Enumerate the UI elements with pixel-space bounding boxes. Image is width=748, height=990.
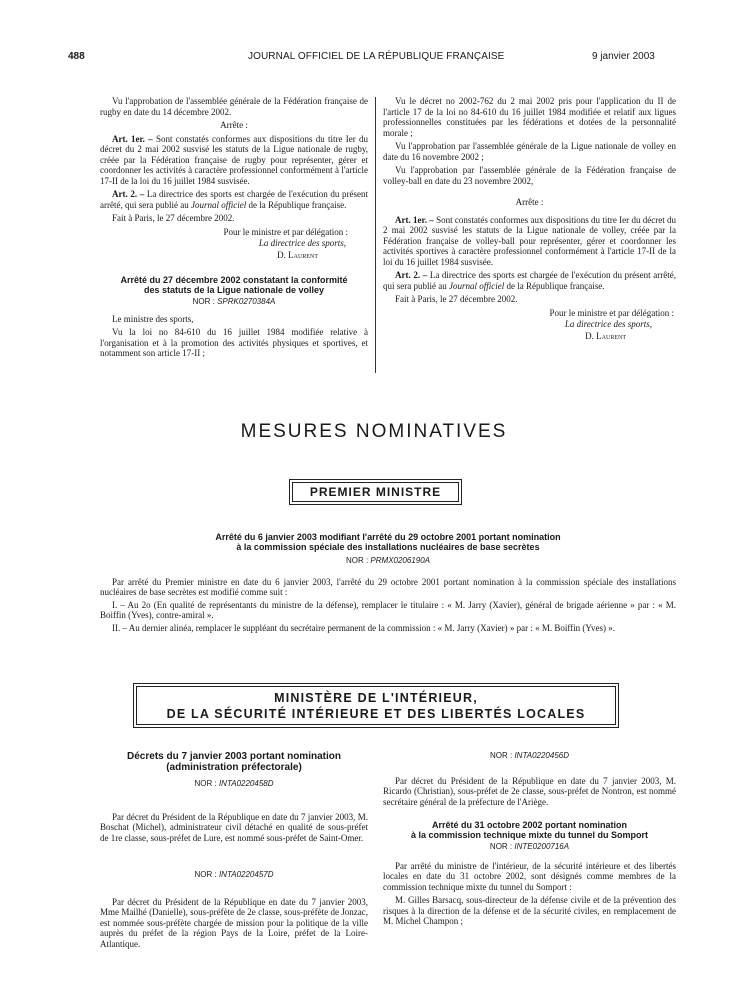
- arrete-title: [100, 532, 676, 552]
- nor-value: INTA0220456D: [514, 751, 569, 760]
- nor-reference: [100, 297, 368, 308]
- article-label: Art. 2. –: [395, 270, 428, 280]
- arrete-title-line: Arrêté du 27 décembre 2002 constatant la conformité: [120, 275, 348, 285]
- article-2: [100, 189, 368, 210]
- arrete-label: Arrête :: [220, 120, 248, 130]
- ministry-label: [136, 686, 616, 725]
- article-1: [100, 134, 368, 187]
- paragraph: Par arrêté du ministre de l'intérieur, de la sécurité intérieure et des libertés locales en date du 31 octobre 2002, sont désignés comme membres de la commission technique mixte du tunnel du Somport :: [383, 860, 676, 892]
- paragraph: Par décret du Président de la République en date du 7 janvier 2003, Mme Mailhé (Danielle), sous-préfète de 2e classe, sous-préfète de Jonzac, est nommée sous-préfète chargée de mission pour la politique de la ville auprès du préfet de la région Pays de la Loire, préfet de la Loire-Atlantique.: [100, 896, 368, 949]
- nor-value: PRMX0206190A: [370, 556, 431, 565]
- article-text-end: de la République française.: [504, 280, 605, 291]
- paragraph: Le ministre des sports,: [112, 313, 194, 324]
- arrete-label: Arrête :: [515, 197, 544, 207]
- top-right-column: [383, 96, 676, 342]
- bottom-left-column: [100, 751, 368, 952]
- ministry-label: PREMIER MINISTRE: [292, 482, 459, 502]
- nor-reference: [100, 870, 368, 881]
- decree-title: [100, 751, 368, 773]
- arrete-title-line: Arrêté du 6 janvier 2003 modifiant l'arrêté du 29 octobre 2001 portant nomination: [215, 532, 561, 542]
- signature-name: D. Laurent: [585, 330, 626, 341]
- nor-label: NOR :: [194, 870, 219, 879]
- nor-value: INTA0220458D: [218, 779, 274, 788]
- signature-role: La directrice des sports,: [258, 238, 346, 248]
- paragraph: Vu le décret no 2002-762 du 2 mai 2002 pris pour l'application du II de l'article 17 de la loi no 84-610 du 16 juillet 1984 modifiée et relatif aux ligues professionnelles constituées par les fédérations et dotées de la personnalité morale ;: [383, 96, 676, 138]
- journal-title: JOURNAL OFFICIEL DE LA RÉPUBLIQUE FRANÇAISE: [248, 51, 505, 62]
- paragraph: Vu la loi no 84-610 du 16 juillet 1984 modifiée relative à l'organisation et à la promotion des activités physiques et sportives, et notamment son article 17-II ;: [100, 327, 368, 358]
- article-text: La directrice des sports est chargée de l'exécution du présent arrêté, qui sera publié au: [383, 270, 676, 291]
- nor-reference: [100, 779, 368, 790]
- journal-ref: Journal officiel: [448, 280, 505, 291]
- article-1: [383, 215, 676, 268]
- nor-value: SPRK0270384A: [217, 297, 276, 306]
- article-label: Art. 1er. –: [112, 133, 153, 144]
- arrete-title-line: Arrêté du 31 octobre 2002 portant nomination: [431, 820, 628, 830]
- arrete-title-line: des statuts de la Ligue nationale de volley: [143, 285, 325, 295]
- nor-label: NOR :: [345, 556, 371, 565]
- article-label: Art. 2. –: [112, 189, 145, 199]
- paragraph: Vu l'approbation par l'assemblée générale de la Fédération française de volley-ball en date du 23 novembre 2002,: [383, 165, 676, 186]
- nor-label: NOR :: [194, 779, 219, 788]
- article-2: [383, 270, 676, 291]
- page-number: 488: [68, 51, 85, 62]
- paragraph: II. – Au dernier alinéa, remplacer le suppléant du secrétaire permanent de la commission : « M. Jarry (Xavier) » par : « M. Boiffin (Yves) ».: [112, 622, 616, 633]
- top-left-column: [100, 96, 368, 362]
- section-title: MESURES NOMINATIVES: [240, 421, 508, 442]
- paragraph: M. Gilles Barsacq, sous-directeur de la défense civile et de la prévention des risques à la direction de la défense et de la sécurité civiles, en remplacement de M. Michel Champon ;: [383, 895, 676, 926]
- signature-line: Pour le ministre et par délégation :: [549, 307, 674, 318]
- premier-ministre-block: [100, 532, 676, 635]
- arrete-title: [100, 275, 368, 295]
- issue-date: 9 janvier 2003: [592, 51, 655, 62]
- article-text: Sont constatés conformes aux dispositions du titre Ier du décret du 2 mai 2002 susvisé les statuts de la Ligue nationale de volley, créée par la Fédération française de volley-ball pour représenter, gérer et coordonner les activités sportives à caractère professionnel conformément à l'article 17-II de la loi du 16 juillet 1984 susvisée.: [383, 214, 677, 267]
- signature-role: La directrice des sports,: [564, 319, 652, 329]
- paragraph: Vu l'approbation par l'assemblée générale de la Ligue nationale de volley en date du 16 novembre 2002 ;: [383, 141, 676, 162]
- article-text: La directrice des sports est chargée de l'exécution du présent arrêté, qui sera publié au: [100, 189, 368, 210]
- signature-name: D. Laurent: [277, 249, 318, 260]
- nor-value: INTE0200716A: [514, 842, 570, 851]
- decree-title-line: Décrets du 7 janvier 2003 portant nomination: [127, 751, 341, 762]
- paragraph: Par arrêté du Premier ministre en date du 6 janvier 2003, l'arrêté du 29 octobre 2001 portant nomination à la commission spéciale des installations nucléaires de base secrètes est modifié comme suit :: [100, 576, 676, 597]
- article-text: Sont constatés conformes aux dispositions du titre Ier du décret du 2 mai 2002 susvisé les statuts de la Ligue nationale de rugby, créée par la Fédération française de rugby pour représenter, gérer et coordonner les activités à caractère professionnel conformément à l'article 17-II de la loi du 16 juillet 1984 susvisée.: [100, 133, 369, 186]
- fait-line: Fait à Paris, le 27 décembre 2002.: [112, 213, 235, 223]
- nor-reference: [383, 751, 676, 762]
- bottom-right-column: [383, 751, 676, 930]
- nor-label: NOR :: [192, 297, 218, 306]
- ministry-box: [289, 479, 462, 505]
- ministry-box: [133, 683, 619, 728]
- article-label: Art. 1er. –: [395, 214, 434, 225]
- journal-ref: Journal officiel: [190, 199, 247, 210]
- nor-reference: [100, 556, 676, 567]
- ministry-label-line: DE LA SÉCURITÉ INTÉRIEURE ET DES LIBERTÉS LOCALES: [166, 706, 586, 721]
- fait-line: Fait à Paris, le 27 décembre 2002.: [395, 294, 518, 304]
- nor-value: INTA0220457D: [218, 870, 274, 879]
- ministry-label-line: MINISTÈRE DE L'INTÉRIEUR,: [274, 690, 478, 705]
- arrete-title-line: à la commission spéciale des installations nucléaires de base secrètes: [236, 542, 540, 552]
- arrete-title: [383, 820, 676, 840]
- nor-reference: [383, 842, 676, 853]
- paragraph: Par décret du Président de la République en date du 7 janvier 2003, M. Ricardo (Christian), sous-préfet de 2e classe, sous-préfet de Nontron, est nommé secrétaire général de la préfecture de l'Ariège.: [383, 775, 676, 807]
- paragraph: Par décret du Président de la République en date du 7 janvier 2003, M. Boschat (Michel), administrateur civil détaché en qualité de sous-préfet de 1re classe, sous-préfet de Lure, est nommé sous-préfet de Saint-Omer.: [100, 811, 368, 843]
- decree-title-line: (administration préfectorale): [166, 762, 302, 773]
- article-text-end: de la République française.: [246, 199, 347, 210]
- paragraph: Vu l'approbation de l'assemblée générale de la Fédération française de rugby en date du 14 décembre 2002.: [100, 96, 368, 117]
- column-divider: [375, 97, 376, 373]
- nor-label: NOR :: [489, 751, 515, 760]
- paragraph: I. – Au 2o (En qualité de représentants du ministre de la défense), remplacer le titulaire : « M. Jarry (Xavier), général de brigade aérienne » par : « M. Boiffin (Yves), contre-amiral ».: [100, 599, 676, 620]
- nor-label: NOR :: [489, 842, 515, 851]
- arrete-title-line: à la commission technique mixte du tunnel du Somport: [410, 830, 649, 840]
- signature-line: Pour le ministre et par délégation :: [223, 226, 348, 237]
